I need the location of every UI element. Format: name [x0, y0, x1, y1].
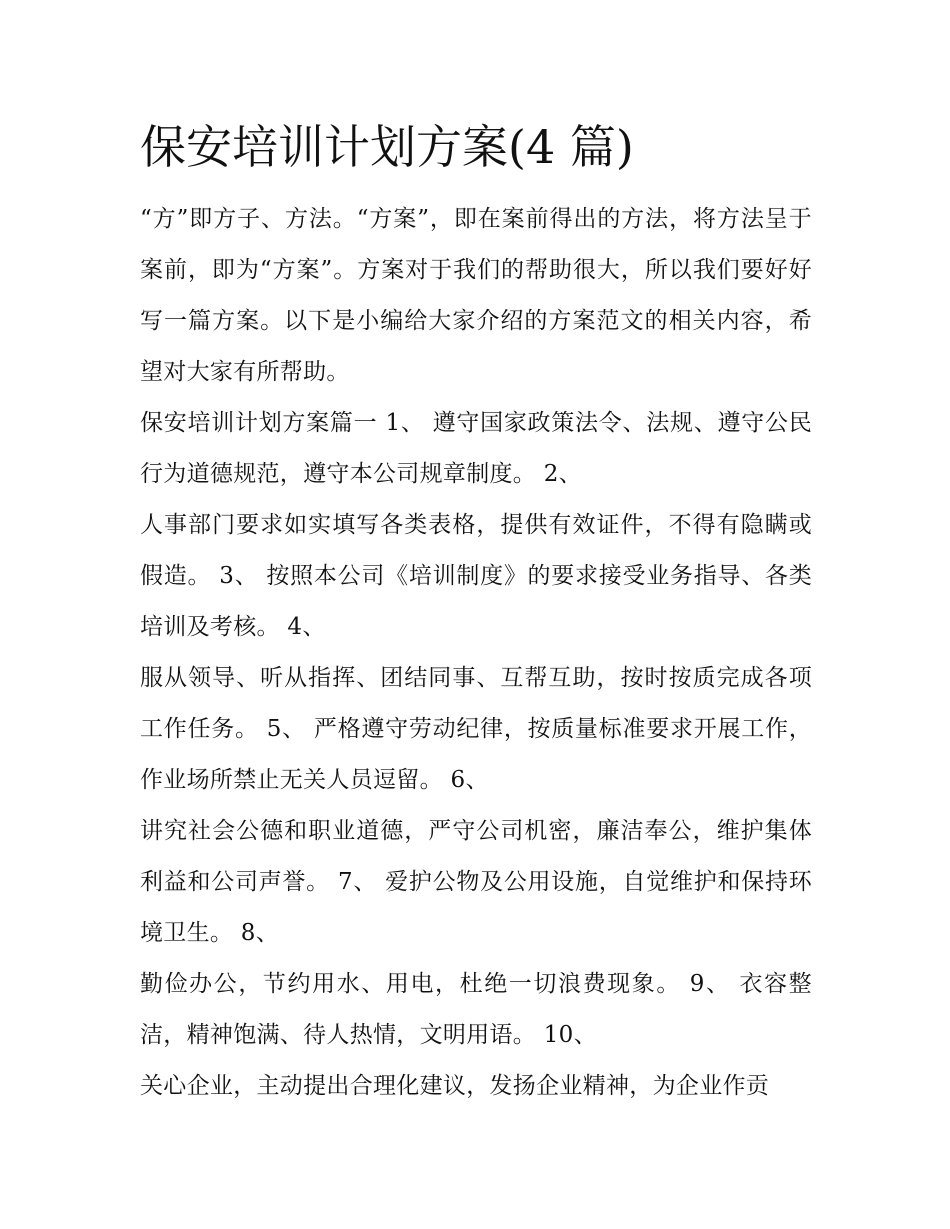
document-title: 保安培训计划方案(4 篇) [140, 120, 634, 174]
paragraph-rules-8-10: 勤俭办公，节约用水、用电，杜绝一切浪费现象。 9、 衣容整洁，精神饱满、待人热情，文明用语。 10、 [140, 971, 812, 1048]
paragraph-rules-6-8: 讲究社会公德和职业道德，严守公司机密，廉洁奉公，维护集体利益和公司声誉。 7、 爱护公物及公用设施，自觉维护和保持环境卫生。 8、 [140, 818, 812, 946]
paragraph-rules-10: 关心企业，主动提出合理化建议，发扬企业精神，为企业作贡 [140, 1073, 770, 1099]
document-body [140, 112, 812, 1112]
paragraph-rules-1-2: 保安培训计划方案篇一 1、 遵守国家政策法令、法规、遵守公民行为道德规范，遵守本公司规章制度。 2、 [140, 410, 812, 487]
intro-paragraph: “方”即方子、方法。“方案”，即在案前得出的方法，将方法呈于案前，即为“方案”。方案对于我们的帮助很大，所以我们要好好写一篇方案。以下是小编给大家介绍的方案范文的相关内容，希望对大家有所帮助。 [140, 206, 812, 385]
paragraph-rules-4-6: 服从领导、听从指挥、团结同事、互帮互助，按时按质完成各项工作任务。 5、 严格遵守劳动纪律，按质量标准要求开展工作，作业场所禁止无关人员逗留。 6、 [140, 665, 812, 793]
paragraph-rules-2-4: 人事部门要求如实填写各类表格，提供有效证件，不得有隐瞒或假造。 3、 按照本公司《培训制度》的要求接受业务指导、各类培训及考核。 4、 [140, 512, 812, 640]
